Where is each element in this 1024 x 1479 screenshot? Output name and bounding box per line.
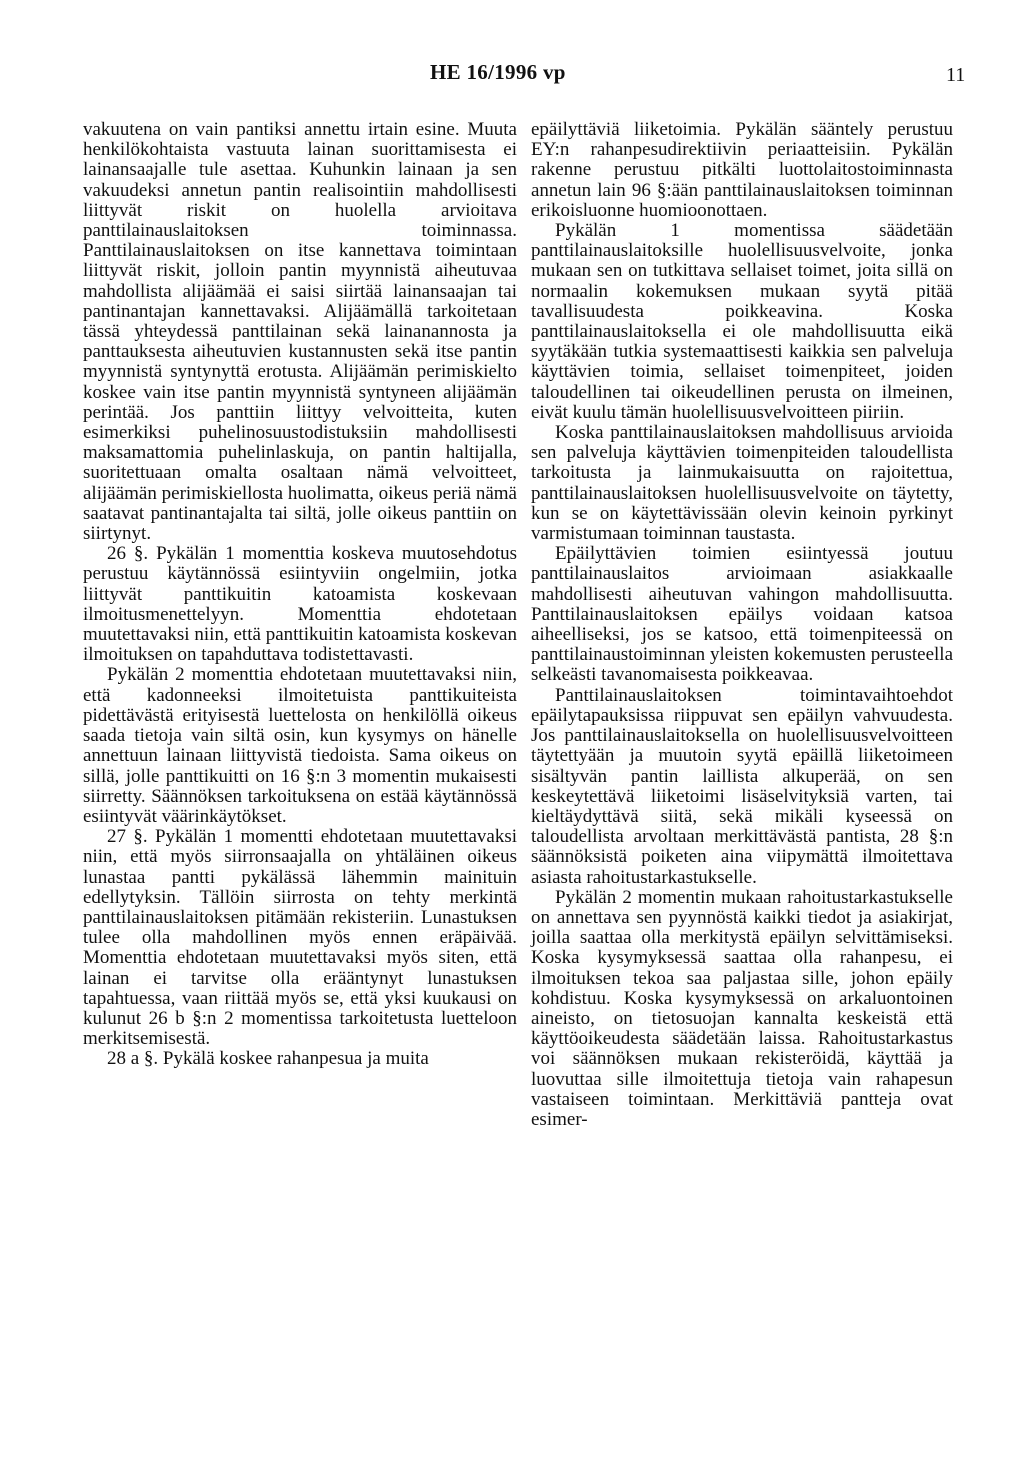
paragraph: Panttilainauslaitoksen toimintavaihtoehdot epäilytapauksissa riippuvat sen epäilyn vahvuudesta. Jos panttilainauslaitoksella on huolellisuusvelvoitteen täytettyään ja muutoin syytä epäillä liiketoimeen sisältyvän pantin laillista alkuperää, on sen keskeytettävä liiketoimi lisäselvityksiä varten, tai kieltäydyttävä siitä, sekä mikäli kyseessä on taloudellista arvoltaan merkittävästä pantista, 28 §:n säännöksistä poiketen aina viipymättä ilmoitettava asiasta rahoitustarkastukselle. (531, 684, 953, 888)
paragraph: Pykälän 2 momentin mukaan rahoitustarkastukselle on annettava sen pyynnöstä kaikki tiedot ja asiakirjat, joilla saattaa olla merkitystä epäilyn selvittämiseksi. Koska kysymyksessä saattaa olla rahanpesu, ei ilmoituksen tekoa saa paljastaa sille, johon epäily kohdistuu. Koska kysymyksessä on arkaluontoinen aineisto, on tietosuojan kannalta keskeistä että käyttöoikeudesta säädetään laissa. Rahoitustarkastus voi säännöksen mukaan rekisteröidä, käyttää ja luovuttaa sille ilmoitettuja tietoja vain rahapesun vastaiseen toimintaan. Merkittäviä pantteja ovat esimer- (531, 886, 953, 1130)
paragraph: epäilyttäviä liiketoimia. Pykälän sääntely perustuu EY:n rahanpesudirektiivin periaatteisiin. Pykälän rakenne perustuu pitkälti luottolaitostoiminnasta annetun lain 96 §:ään panttilainauslaitoksen toiminnan erikoisluonne huomioonottaen. (531, 119, 953, 221)
paragraph: vakuutena on vain pantiksi annettu irtain esine. Muuta henkilökohtaista vastuuta lainan suorittamisesta ei lainansaajalle tule asettaa. Kuhunkin lainaan ja sen vakuudeksi annetun pantin realisointiin mahdollisesti liittyvät riskit on huolella arvioitava panttilainauslaitoksen toiminnassa. Panttilainauslaitoksen on itse kannettava toimintaan liittyvät riskit, jolloin pantin myynnistä aiheutuvaa mahdollista alijäämää ei saisi siirtää lainansaajan tai pantinantajan kannettavaksi. Alijäämällä tarkoitetaan tässä yhteydessä panttilainan sekä lainanannosta ja panttauksesta aiheutuvien kustannusten sekä itse pantin myynnistä syntynyttä erotusta. Alijäämän perimiskielto koskee vain itse pantin myynnistä syntyneen alijäämän perintää. Jos panttiin liittyy velvoitteita, kuten esimerkiksi puhelinosuustodistuksiin mahdollisesti maksamattomia puhelinlaskuja, on pantin haltijalla, suoritettuaan omalta osaltaan nämä velvoitteet, alijäämän perimiskiellosta huolimatta, oikeus periä nämä saatavat pantinantajalta tai siltä, jolle oikeus panttiin on siirtynyt. (83, 119, 517, 545)
paragraph: Koska panttilainauslaitoksen mahdollisuus arvioida sen palveluja käyttävien toimenpiteiden taloudellista tarkoitusta ja lainmukaisuutta on rajoitettua, panttilainauslaitoksen huolellisuusvelvoite on täytetty, kun se on käytettävissään olevin keinoin pyrkinyt varmistumaan toiminnan taustasta. (531, 422, 953, 545)
page-number: 11 (946, 64, 966, 86)
paragraph: 27 §. Pykälän 1 momentti ehdotetaan muutettavaksi niin, että myös siirronsaajalla on yhtäläinen oikeus lunastaa pantti pykälässä lähemmin mainituin edellytyksin. Tällöin siirrosta on tehty merkintä panttilainauslaitoksen pitämään rekisteriin. Lunastuksen tulee olla mahdollinen myös ennen eräpäivää. Momenttia ehdotetaan muutettavaksi myös siten, että lainan ei tarvitse olla erääntynyt lunastuksen tapahtuessa, vaan riittää myös se, että yksi kuukausi on kulunut 26 b §:n 2 momentissa tarkoitetusta luetteloon merkitsemisestä. (83, 826, 517, 1050)
document-title: HE 16/1996 vp (430, 60, 566, 84)
paragraph: Pykälän 2 momenttia ehdotetaan muutettavaksi niin, että kadonneeksi ilmoitetuista panttikuiteista pidettävästä erityisestä luettelosta on henkilöllä oikeus saada tietoja vain siltä osin, kun kysymys on hänelle annettuun lainaan liittyvistä tiedoista. Sama oikeus on sillä, jolle panttikuitti on 16 §:n 3 momentin mukaisesti siirretty. Säännöksen tarkoituksena on estää käytännössä esiintyvät väärinkäytökset. (83, 664, 517, 827)
paragraph: Pykälän 1 momentissa säädetään panttilainauslaitoksille huolellisuusvelvoite, jonka mukaan sen on tutkittava sellaiset toimet, joita sillä on normaalin kokemuksen mukaan syytä pitää tavallisuudesta poikkeavina. Koska panttilainauslaitoksella ei ole mahdollisuutta eikä syytäkään tutkia systemaattisesti kaikkia sen palveluja käyttävien toimia, sellaiset toimenpiteet, joiden taloudellinen tai oikeudellinen perusta on ilmeinen, eivät kuulu tämän huolellisuusvelvoitteen piiriin. (531, 220, 953, 423)
paragraph: Epäilyttävien toimien esiintyessä joutuu panttilainauslaitos arvioimaan asiakkaalle mahdollisesti aiheutuvan vahingon mahdollisuutta. Panttilainauslaitoksen epäilys voidaan katsoa aiheelliseksi, jos se katsoo, että toimenpiteessä on panttilainaustoiminnan yleisten kokemusten perusteella selkeästi tavanomaisesta poikkeavaa. (531, 543, 953, 686)
left-column (83, 120, 517, 1070)
paragraph: 26 §. Pykälän 1 momenttia koskeva muutosehdotus perustuu käytännössä esiintyviin ongelmiin, jotka liittyvät panttikuitin katoamista koskevaan ilmoitusmenettelyyn. Momenttia ehdotetaan muutettavaksi niin, että panttikuitin katoamista koskevan ilmoituksen on tapahduttava todistettavasti. (83, 543, 517, 666)
right-column (531, 120, 953, 1130)
page-header (0, 60, 1024, 90)
paragraph: 28 a §. Pykälä koskee rahanpesua ja muita (107, 1048, 429, 1070)
